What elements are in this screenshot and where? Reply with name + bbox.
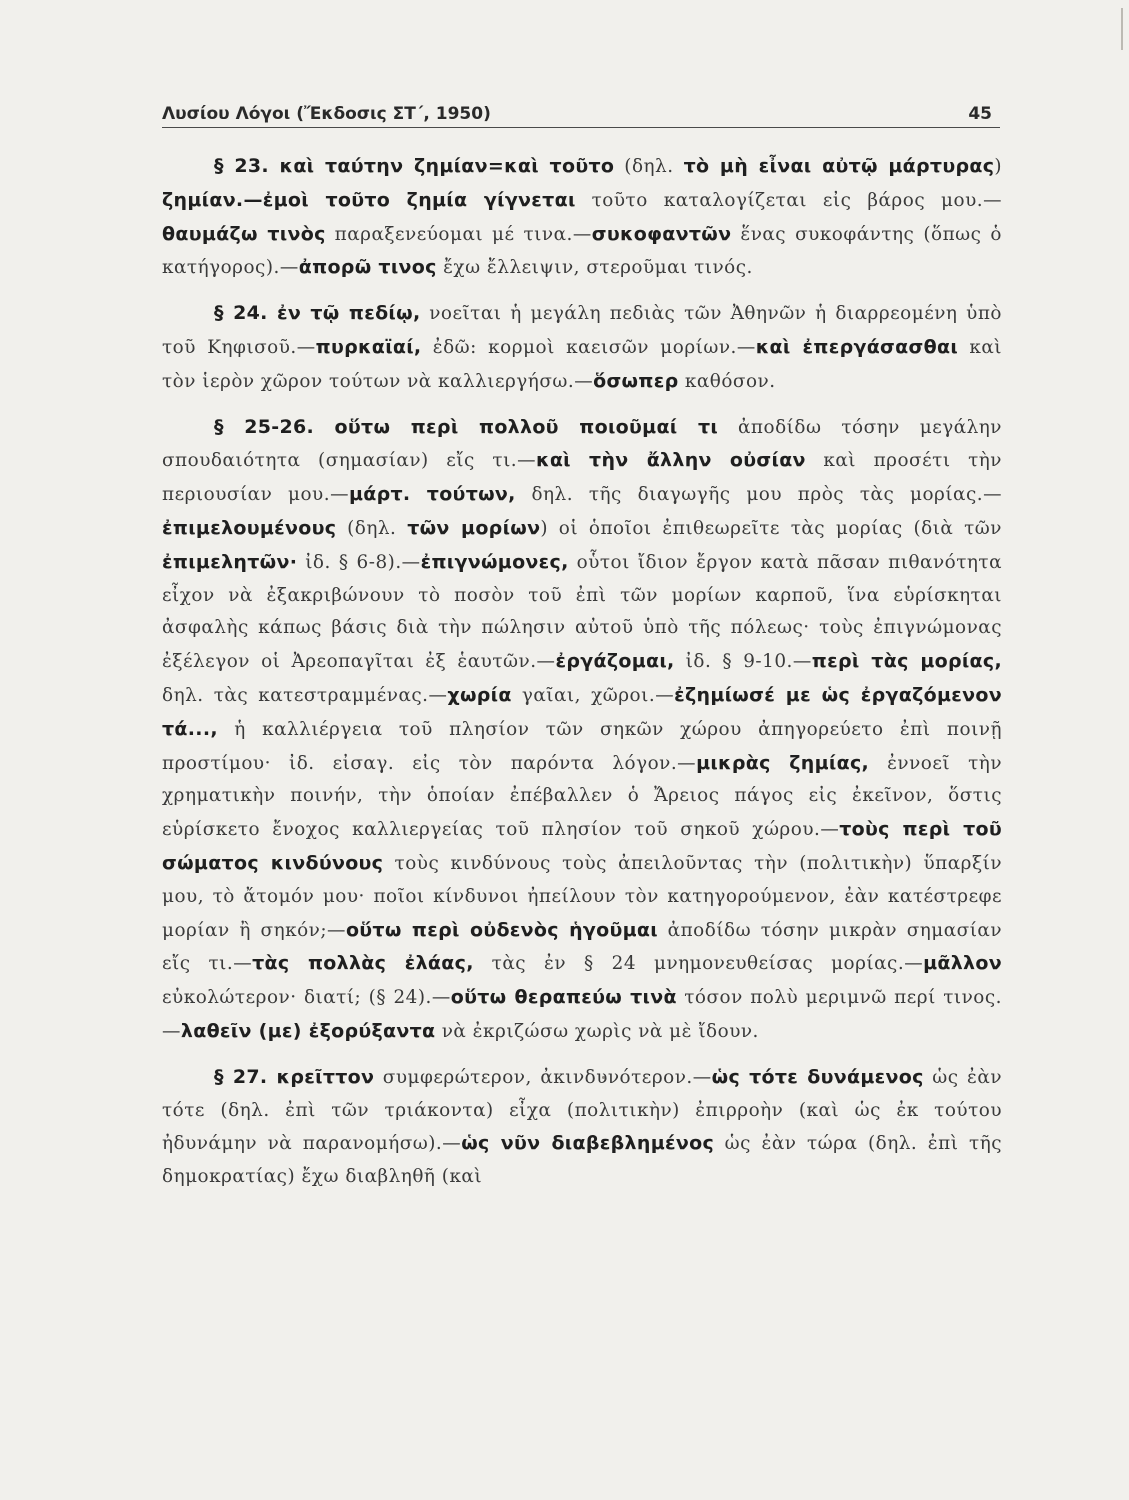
- gloss-text: καθόσον.: [678, 370, 776, 392]
- gloss-text: παραξενεύομαι μέ τινα.—: [325, 223, 592, 245]
- lemma-term: ὅσωπερ: [593, 369, 679, 392]
- lemma-term: ὡς τότε δυνάμενος: [711, 1065, 924, 1088]
- lemma-term: καὶ ἐπεργάσασθαι: [755, 335, 959, 358]
- gloss-text: (δηλ.: [614, 156, 684, 177]
- lemma-term: ἀπορῶ τινος: [298, 256, 437, 279]
- gloss-text: τοὺς κινδύνους τοὺς ἀπειλοῦντας τὴν (πολιτικὴν) ὕπαρξίν μου, τὸ ἄτομόν μου· ποῖοι κίνδυνοι ἠπείλουν τὸν κατηγορούμενον, ἐὰν κατέστρεφε μορίαν ἢ σηκόν;—: [162, 852, 1002, 941]
- gloss-text: ὡς ἐὰν τότε (δηλ. ἐπὶ τῶν τριάκοντα) εἶχα (πολιτικὴν) ἐπιρροὴν (καὶ ὡς ἐκ τούτου ἠδυνάμην νὰ παρανομήσω).—: [162, 1066, 1002, 1155]
- lemma-term: ὡς νῦν διαβεβλημένος: [461, 1132, 715, 1155]
- lemma-term: ἐζημίωσέ με ὡς ἐργαζόμενον τά...,: [162, 683, 1002, 740]
- lemma-term: ζημίαν.—ἐμοὶ τοῦτο ζημία γίγνεται: [162, 188, 576, 211]
- paragraph-section-23: [162, 150, 1002, 285]
- header-title: Λυσίου Λόγοι (Ἔκδοσις ΣΤ΄, 1950): [162, 104, 491, 124]
- gloss-text: ἀποδίδω τόσην μικρὰν σημασίαν εἴς τι.—: [162, 919, 1003, 975]
- lemma-term: τῶν μορίων: [407, 516, 541, 539]
- lemma-term: χωρία: [447, 683, 512, 706]
- gloss-text: συμφερώτερον, ἀκινδυνότερον.—: [374, 1066, 712, 1088]
- paragraph-section-24: [162, 297, 1002, 398]
- commentary-body: [162, 150, 1002, 1194]
- gloss-text: δηλ. τῆς διαγωγῆς μου πρὸς τὰς μορίας.—: [515, 484, 1003, 506]
- lemma-term: § 23. καὶ ταύτην ζημίαν=καὶ τοῦτο: [214, 155, 615, 177]
- lemma-term: § 25-26. οὕτω περὶ πολλοῦ ποιοῦμαί τι: [214, 415, 719, 438]
- gloss-text: τοῦτο καταλογίζεται εἰς βάρος μου.—: [575, 189, 1003, 211]
- paragraph-section-25-26: [162, 411, 1002, 1049]
- gloss-text: ἐννοεῖ τὴν χρηματικὴν ποινήν, τὴν ὁποίαν ἐπέβαλλεν ὁ Ἄρειος πάγος εἰς ἐκεῖνον, ὅστις εὑρίσκετο ἔνοχος καλλιεργείας τοῦ πλησίον τοῦ σηκοῦ χώρου.—: [162, 752, 1002, 841]
- gloss-text: καὶ προσέτι τὴν περιουσίαν μου.—: [162, 450, 1002, 506]
- gloss-text: ἕνας συκοφάντης (ὅπως ὁ κατήγορος).—: [162, 223, 1003, 279]
- lemma-term: ἐπιμελουμένους: [162, 516, 337, 539]
- gloss-text: νοεῖται ἡ μεγάλη πεδιὰς τῶν Ἀθηνῶν ἡ διαρρεομένη ὑπὸ τοῦ Κηφισοῦ.—: [162, 303, 1002, 358]
- gloss-text: γαῖαι, χῶροι.—: [511, 684, 675, 706]
- gloss-text: ἀποδίδω τόσην μεγάλην σπουδαιότητα (σημασίαν) εἴς τι.—: [162, 416, 1002, 472]
- lemma-term: οὕτω θεραπεύω τινὰ: [450, 986, 677, 1009]
- lemma-term: συκοφαντῶν: [591, 222, 732, 245]
- lemma-term: τοὺς περὶ τοῦ σώματος κινδύνους: [162, 818, 1002, 874]
- lemma-term: μᾶλλον: [923, 952, 1002, 975]
- lemma-term: λαθεῖν (με) ἐξορύξαντα: [180, 1019, 436, 1042]
- gloss-text: τὰς ἐν § 24 μνημονευθείσας μορίας.—: [473, 953, 924, 975]
- scan-edge-mark: [1121, 8, 1123, 50]
- gloss-text: ἐδῶ: κορμοὶ καεισῶν μορίων.—: [421, 336, 756, 358]
- gloss-text: ἰδ. § 9-10.—: [674, 651, 812, 673]
- lemma-term: μάρτ. τούτων,: [348, 483, 516, 506]
- gloss-text: νὰ ἐκριζώσω χωρὶς νὰ μὲ ἴδουν.: [435, 1020, 759, 1042]
- paragraph-section-27: [162, 1061, 1002, 1194]
- lemma-term: § 27. κρεῖττον: [214, 1065, 375, 1088]
- gloss-text: ) οἱ ὁποῖοι ἐπιθεωρεῖτε τὰς μορίας (διὰ τῶν: [540, 517, 1002, 539]
- gloss-text: ὡς ἐὰν τώρα (δηλ. ἐπὶ τῆς δημοκρατίας) ἔχω διαβληθῆ (καὶ: [162, 1133, 1003, 1188]
- lemma-term: § 24. ἐν τῷ πεδίῳ,: [214, 302, 421, 325]
- gloss-text: οὗτοι ἴδιον ἔργον κατὰ πᾶσαν πιθανότητα εἶχον νὰ ἐξακριβώνουν τὸ ποσὸν τοῦ ἐπὶ τῶν μορίων καρποῦ, ἵνα εὑρίσκηται ἀσφαλὴς κάπως βάσις διὰ τὴν πώλησιν αὐτοῦ ὑπὸ τῆς πόλεως· τοὺς ἐπιγνώμονας ἐξέλεγον οἱ Ἀρεοπαγῖται ἐξ ἑαυτῶν.—: [162, 551, 1002, 673]
- running-header: [162, 100, 996, 128]
- gloss-text: ἡ καλλιέργεια τοῦ πλησίον τῶν σηκῶν χώρου ἀπηγορεύετο ἐπὶ ποινῇ προστίμου· ἰδ. εἰσαγ. εἰς τὸν παρόντα λόγον.—: [162, 718, 1002, 774]
- lemma-term: τὰς πολλὰς ἐλάας,: [252, 952, 474, 975]
- gloss-text: (δηλ.: [336, 517, 408, 539]
- gloss-text: ἰδ. § 6-8).—: [297, 551, 421, 573]
- lemma-term: ἐπιμελητῶν·: [162, 550, 298, 573]
- page-number: 45: [968, 104, 992, 124]
- gloss-text: καὶ τὸν ἱερὸν χῶρον τούτων νὰ καλλιεργήσω.—: [162, 336, 1002, 392]
- gloss-text: ἔχω ἔλλειψιν, στεροῦμαι τινός.: [436, 257, 753, 279]
- gloss-text: ): [994, 156, 1002, 177]
- lemma-term: πυρκαϊαί,: [315, 335, 422, 358]
- gloss-text: τόσον πολὺ μεριμνῶ περί τινος.—: [162, 987, 1003, 1042]
- lemma-term: τὸ μὴ εἶναι αὐτῷ μάρτυρας: [683, 155, 995, 177]
- gloss-text: εὐκολώτερον· διατί; (§ 24).—: [162, 987, 451, 1009]
- lemma-term: οὕτω περὶ οὐδενὸς ἡγοῦμαι: [345, 918, 658, 941]
- gloss-text: δηλ. τὰς κατεστραμμένας.—: [162, 684, 448, 706]
- lemma-term: ἐπιγνώμονες,: [420, 550, 569, 573]
- header-rule: [162, 127, 1000, 128]
- lemma-term: καὶ τὴν ἄλλην οὐσίαν: [536, 449, 806, 472]
- lemma-term: μικρὰς ζημίας,: [696, 751, 870, 774]
- lemma-term: ἐργάζομαι,: [555, 650, 675, 673]
- lemma-term: περὶ τὰς μορίας,: [811, 650, 1002, 673]
- lemma-term: θαυμάζω τινὸς: [162, 222, 326, 245]
